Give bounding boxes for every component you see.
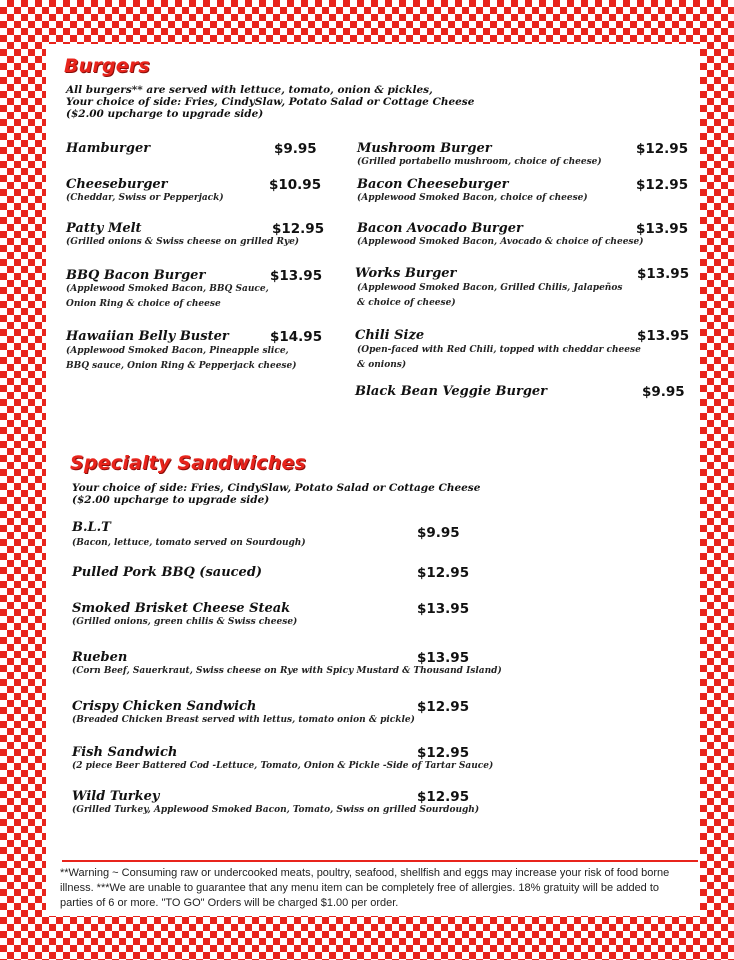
- menu-item-name: Rueben: [72, 650, 128, 665]
- menu-item-name: Hawaiian Belly Buster: [66, 329, 229, 344]
- menu-item-name: Mushroom Burger: [357, 141, 492, 156]
- menu-item-desc: (Grilled onions, green chilis & Swiss cheese): [72, 617, 298, 627]
- menu-item-desc: (Breaded Chicken Breast served with lettus, tomato onion & pickle): [72, 715, 415, 725]
- menu-item-price: $14.95: [270, 329, 323, 345]
- menu-item-price: $13.95: [637, 266, 690, 282]
- menu-item-desc: BBQ sauce, Onion Ring & Pepperjack cheese): [66, 361, 297, 371]
- burgers-intro-3: ($2.00 upcharge to upgrade side): [66, 108, 264, 120]
- menu-item-desc: & choice of cheese): [357, 298, 456, 308]
- warning-text: **Warning ~ Consuming raw or undercooked meats, poultry, seafood, shellfish and eggs may increase your risk of food borne illness. ***We are unable to guarantee that any menu item can be completely free of allergies. 18% gratuity will be added to parties of 6 or more. "TO GO" Orders will be charged $1.00 per order.: [60, 867, 670, 909]
- menu-item-name: Bacon Avocado Burger: [357, 221, 523, 236]
- burgers-intro-1: All burgers** are served with lettuce, tomato, onion & pickles,: [66, 84, 433, 96]
- menu-item-desc: (2 piece Beer Battered Cod -Lettuce, Tomato, Onion & Pickle -Side of Tartar Sauce): [72, 761, 494, 771]
- menu-item-desc: (Grilled portabello mushroom, choice of cheese): [357, 157, 602, 167]
- menu-item-desc: Onion Ring & choice of cheese: [66, 299, 221, 309]
- menu-page: [46, 44, 700, 916]
- menu-item-desc: (Applewood Smoked Bacon, choice of cheese): [357, 193, 588, 203]
- menu-item-name: Pulled Pork BBQ (sauced): [72, 565, 263, 580]
- menu-item-price: $12.95: [636, 177, 689, 193]
- menu-item-price: $13.95: [417, 650, 470, 666]
- menu-item-desc: (Cheddar, Swiss or Pepperjack): [66, 193, 224, 203]
- menu-item-name: Cheeseburger: [66, 177, 168, 192]
- menu-item-name: Wild Turkey: [72, 789, 160, 804]
- menu-item-price: $9.95: [274, 141, 317, 157]
- menu-item-desc: (Open-faced with Red Chili, topped with cheddar cheese: [357, 345, 641, 355]
- burgers-title: Burgers: [64, 55, 150, 77]
- menu-item-price: $13.95: [637, 328, 690, 344]
- menu-item-price: $9.95: [642, 384, 685, 400]
- menu-item-price: $9.95: [417, 525, 460, 541]
- menu-item-price: $12.95: [417, 699, 470, 715]
- menu-item-desc: & onions): [357, 360, 407, 370]
- menu-item-desc: (Corn Beef, Sauerkraut, Swiss cheese on Rye with Spicy Mustard & Thousand Island): [72, 666, 502, 676]
- menu-item-desc: (Grilled Turkey, Applewood Smoked Bacon, Tomato, Swiss on grilled Sourdough): [72, 805, 480, 815]
- menu-item-name: Bacon Cheeseburger: [357, 177, 509, 192]
- menu-item-price: $12.95: [417, 565, 470, 581]
- menu-item-desc: (Applewood Smoked Bacon, Pineapple slice,: [66, 346, 289, 356]
- menu-item-name: Patty Melt: [66, 221, 142, 236]
- menu-item-price: $12.95: [417, 745, 470, 761]
- menu-item-price: $13.95: [417, 601, 470, 617]
- menu-item-name: Smoked Brisket Cheese Steak: [72, 601, 291, 616]
- menu-item-desc: (Applewood Smoked Bacon, Avocado & choice of cheese): [357, 237, 644, 247]
- menu-item-name: Fish Sandwich: [72, 745, 178, 760]
- sandwiches-intro-1: Your choice of side: Fries, CindySlaw, Potato Salad or Cottage Cheese: [72, 482, 481, 494]
- menu-item-price: $13.95: [270, 268, 323, 284]
- menu-item-name: B.L.T: [72, 520, 111, 535]
- menu-item-desc: (Bacon, lettuce, tomato served on Sourdough): [72, 538, 306, 548]
- menu-item-name: Works Burger: [355, 266, 457, 281]
- menu-item-name: Black Bean Veggie Burger: [355, 384, 548, 399]
- menu-item-price: $12.95: [272, 221, 325, 237]
- menu-item-name: Crispy Chicken Sandwich: [72, 699, 257, 714]
- burgers-intro-2: Your choice of side: Fries, CindySlaw, Potato Salad or Cottage Cheese: [66, 96, 475, 108]
- menu-item-price: $12.95: [636, 141, 689, 157]
- sandwiches-title: Specialty Sandwiches: [70, 452, 307, 474]
- menu-item-desc: (Applewood Smoked Bacon, BBQ Sauce,: [66, 284, 269, 294]
- menu-item-name: Hamburger: [66, 141, 151, 156]
- menu-item-price: $12.95: [417, 789, 470, 805]
- menu-item-price: $10.95: [269, 177, 322, 193]
- sandwiches-intro-2: ($2.00 upcharge to upgrade side): [72, 494, 270, 506]
- menu-item-name: BBQ Bacon Burger: [66, 268, 206, 283]
- menu-item-price: $13.95: [636, 221, 689, 237]
- warning-divider: [62, 860, 698, 862]
- menu-item-name: Chili Size: [355, 328, 425, 343]
- menu-item-desc: (Grilled onions & Swiss cheese on grilled Rye): [66, 237, 300, 247]
- menu-item-desc: (Applewood Smoked Bacon, Grilled Chilis, Jalapeños: [357, 283, 623, 293]
